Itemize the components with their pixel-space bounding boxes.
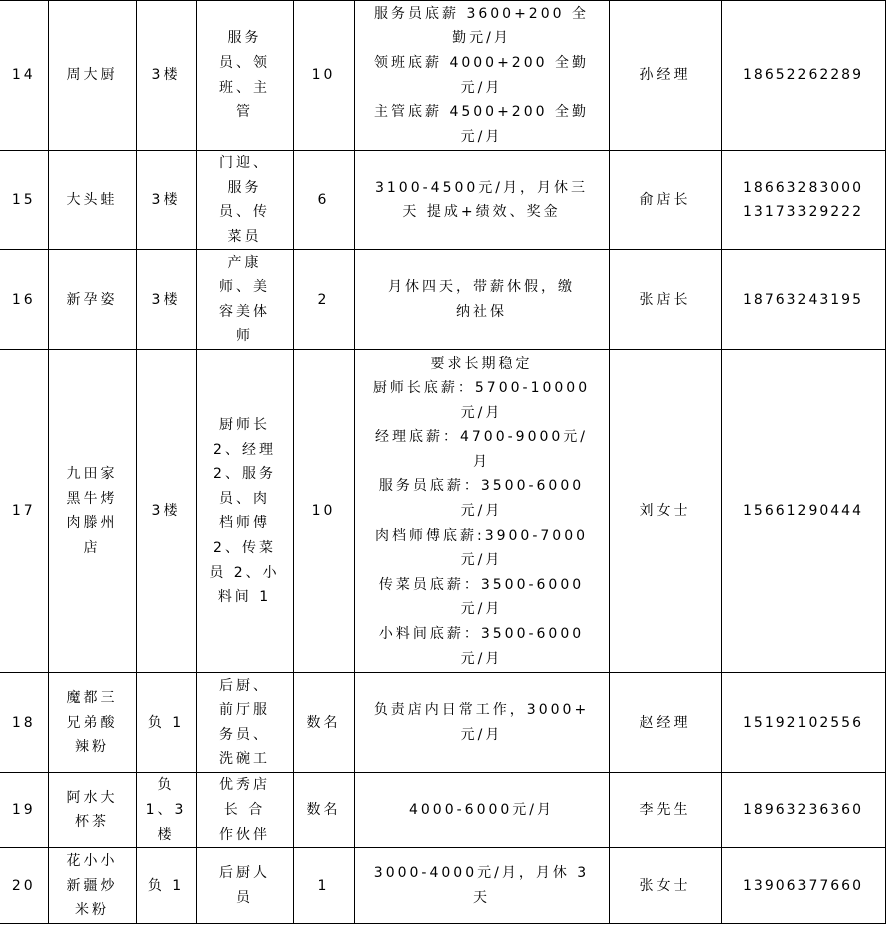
phone-number: 18652262289: [721, 1, 885, 151]
floor: 负 1: [136, 673, 196, 773]
row-number: 14: [0, 1, 48, 151]
phone-number: 18963236360: [721, 773, 885, 848]
headcount: 6: [293, 151, 354, 250]
positions: 门迎、 服务 员、传 菜员: [196, 151, 293, 250]
contact-person: 李先生: [609, 773, 721, 848]
floor: 负 1: [136, 848, 196, 924]
contact-person: 俞店长: [609, 151, 721, 250]
positions: 产康 师、美 容美体 师: [196, 250, 293, 350]
positions: 后厨、 前厅服 务员、 洗碗工: [196, 673, 293, 773]
phone-number: 18763243195: [721, 250, 885, 350]
shop-name: 魔都三 兄弟酸 辣粉: [48, 673, 136, 773]
headcount: 10: [293, 350, 354, 673]
positions: 优秀店 长 合 作伙伴: [196, 773, 293, 848]
table-row: [0, 673, 885, 773]
headcount: 数名: [293, 773, 354, 848]
job-table-body: [0, 1, 885, 924]
shop-name: 九田家 黑牛烤 肉滕州 店: [48, 350, 136, 673]
salary-info: 4000-6000元/月: [354, 773, 609, 848]
positions: 后厨人 员: [196, 848, 293, 924]
table-row: [0, 151, 885, 250]
positions: 厨师长 2、经理 2、服务 员、肉 档师傅 2、传菜 员 2、小 料间 1: [196, 350, 293, 673]
shop-name: 大头蛙: [48, 151, 136, 250]
salary-info: 3000-4000元/月，月休 3 天: [354, 848, 609, 924]
phone-number: 13906377660: [721, 848, 885, 924]
floor: 3楼: [136, 151, 196, 250]
floor: 3楼: [136, 250, 196, 350]
contact-person: 张店长: [609, 250, 721, 350]
table-row: [0, 350, 885, 673]
shop-name: 花小小 新疆炒 米粉: [48, 848, 136, 924]
contact-person: 孙经理: [609, 1, 721, 151]
headcount: 数名: [293, 673, 354, 773]
phone-number: 15192102556: [721, 673, 885, 773]
row-number: 16: [0, 250, 48, 350]
table-row: [0, 1, 885, 151]
row-number: 19: [0, 773, 48, 848]
contact-person: 张女士: [609, 848, 721, 924]
salary-info: 要求长期稳定 厨师长底薪：5700-10000 元/月 经理底薪：4700-9000元/ 月 服务员底薪：3500-6000 元/月 肉档师傅底薪:3900-7000 元/月 传菜员底薪：3500-6000 元/月 小料间底薪：3500-6000 元/月: [354, 350, 609, 673]
floor: 3楼: [136, 1, 196, 151]
shop-name: 新孕姿: [48, 250, 136, 350]
headcount: 2: [293, 250, 354, 350]
row-number: 18: [0, 673, 48, 773]
floor: 3楼: [136, 350, 196, 673]
positions: 服务 员、领 班、主 管: [196, 1, 293, 151]
salary-info: 服务员底薪 3600+200 全 勤元/月 领班底薪 4000+200 全勤 元/月 主管底薪 4500+200 全勤 元/月: [354, 1, 609, 151]
shop-name: 阿水大 杯茶: [48, 773, 136, 848]
salary-info: 3100-4500元/月，月休三 天 提成+绩效、奖金: [354, 151, 609, 250]
floor: 负 1、3 楼: [136, 773, 196, 848]
salary-info: 月休四天，带薪休假，缴 纳社保: [354, 250, 609, 350]
headcount: 1: [293, 848, 354, 924]
phone-number: 15661290444: [721, 350, 885, 673]
phone-number: 18663283000 13173329222: [721, 151, 885, 250]
table-row: [0, 848, 885, 924]
table-row: [0, 773, 885, 848]
contact-person: 赵经理: [609, 673, 721, 773]
contact-person: 刘女士: [609, 350, 721, 673]
row-number: 15: [0, 151, 48, 250]
shop-name: 周大厨: [48, 1, 136, 151]
row-number: 17: [0, 350, 48, 673]
row-number: 20: [0, 848, 48, 924]
headcount: 10: [293, 1, 354, 151]
salary-info: 负责店内日常工作，3000+ 元/月: [354, 673, 609, 773]
table-row: [0, 250, 885, 350]
